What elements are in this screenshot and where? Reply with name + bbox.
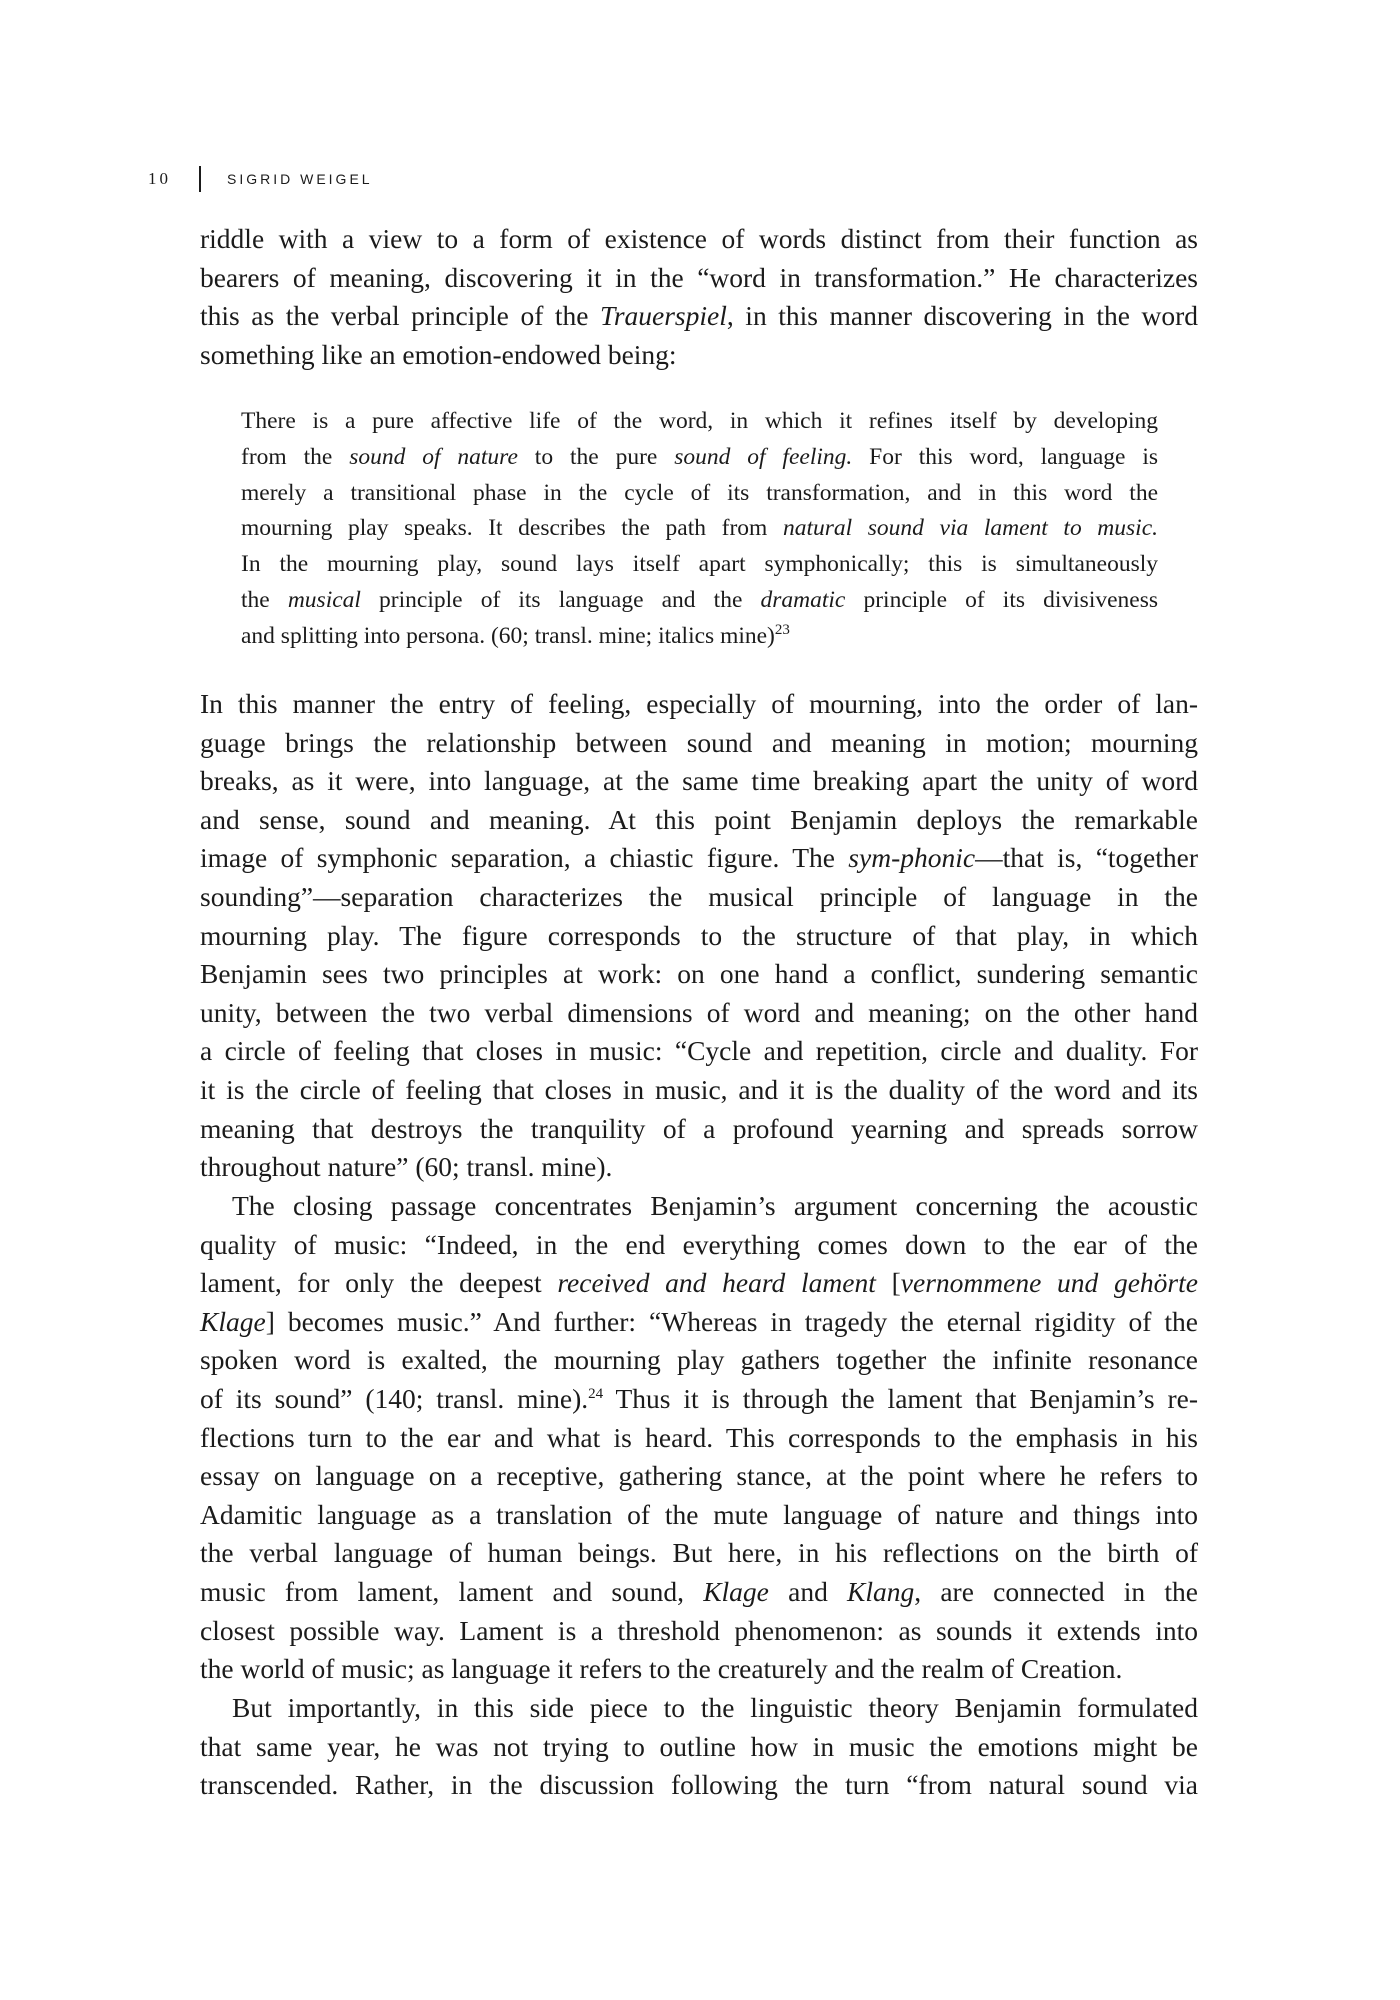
italic-text: sym-phonic [848, 842, 976, 874]
text-line: the musical principle of its language and the dramatic principle of its divisiveness [241, 586, 1158, 613]
text-line: In the mourning play, sound lays itself apart symphonically; this is simultaneously [241, 551, 1158, 578]
italic-text: sound of nature [349, 443, 518, 470]
text-line: and sense, sound and meaning. At this point Benjamin deploys the remarkable [200, 803, 1198, 835]
text-line: throughout nature” (60; transl. mine). [200, 1151, 613, 1183]
text-line: Adamitic language as a translation of the mute language of nature and things into [200, 1498, 1198, 1530]
text-line: lament, for only the deepest received and heard lament [vernommene und gehörte [200, 1267, 1198, 1299]
text-line: this as the verbal principle of the Trauerspiel, in this manner discovering in the word [200, 300, 1198, 332]
text-line: Benjamin sees two principles at work: on one hand a conflict, sundering semantic [200, 958, 1198, 990]
text-line: essay on language on a receptive, gathering stance, at the point where he refers to [200, 1460, 1198, 1492]
text-line: breaks, as it were, into language, at the same time breaking apart the unity of word [200, 765, 1198, 797]
text-line: the verbal language of human beings. But here, in his reflections on the birth of [200, 1537, 1198, 1569]
text-line: the world of music; as language it refers to the creaturely and the realm of Creation. [200, 1653, 1123, 1685]
text-line: The closing passage concentrates Benjamin’s argument concerning the acoustic [232, 1190, 1198, 1221]
italic-text: received and heard lament [557, 1267, 876, 1299]
text-line: transcended. Rather, in the discussion following the turn “from natural sound via [200, 1769, 1198, 1801]
italic-text: dramatic [760, 586, 846, 613]
page-number: 10 [148, 169, 171, 188]
footnote-reference[interactable]: 23 [774, 621, 790, 638]
italic-text: Klang [847, 1575, 915, 1607]
text-line: that same year, he was not trying to outline how in music the emotions might be [200, 1730, 1198, 1762]
italic-text: Klage [200, 1305, 266, 1337]
text-line: bearers of meaning, discovering it in the “word in transformation.” He characterizes [200, 261, 1198, 293]
block-quote [241, 404, 1158, 655]
text-line: a circle of feeling that closes in music: “Cycle and repetition, circle and duality. For [200, 1035, 1198, 1067]
footnote-reference[interactable]: 24 [588, 1385, 604, 1402]
italic-text: vernommene und gehörte [900, 1267, 1198, 1299]
italic-text: natural sound via lament to music. [782, 515, 1159, 542]
text-line: spoken word is exalted, the mourning play gathers together the infinite resonance [200, 1344, 1198, 1376]
paragraph-side-piece [200, 1689, 1198, 1805]
text-line: unity, between the two verbal dimensions of word and meaning; on the other hand [200, 996, 1198, 1028]
text-line: mourning play. The figure corresponds to the structure of that play, in which [200, 919, 1198, 951]
text-line: There is a pure affective life of the word, in which it refines itself by developing [241, 408, 1158, 434]
text-line: image of symphonic separation, a chiastic figure. The sym-phonic—that is, “together [200, 842, 1198, 874]
text-line: flections turn to the ear and what is heard. This corresponds to the emphasis in his [200, 1421, 1198, 1453]
header-divider [199, 166, 201, 192]
running-head [148, 166, 373, 192]
text-line: from the sound of nature to the pure sound of feeling. For this word, language is [241, 443, 1159, 470]
text-line: it is the circle of feeling that closes in music, and it is the duality of the word and its [200, 1073, 1198, 1105]
text-line: riddle with a view to a form of existence of words distinct from their function as [200, 223, 1198, 254]
text-line: and splitting into persona. (60; transl. mine; italics mine)$^{23}$ [241, 621, 790, 649]
text-line: of its sound” (140; transl. mine).$^{24}$ Thus it is through the lament that Benjamin’s re- [200, 1382, 1198, 1414]
italic-text: musical [287, 586, 361, 613]
text-line: In this manner the entry of feeling, especially of mourning, into the order of lan- [200, 688, 1198, 719]
text-line: mourning play speaks. It describes the path from natural sound via lament to music. [241, 515, 1159, 542]
paragraph-closing-passage [200, 1187, 1198, 1689]
text-line: guage brings the relationship between sound and meaning in motion; mourning [200, 726, 1198, 758]
text-line: quality of music: “Indeed, in the end everything comes down to the ear of the [200, 1228, 1198, 1260]
running-head-author: SIGRID WEIGEL [227, 171, 373, 187]
italic-text: Trauerspiel [600, 300, 727, 332]
text-line: Klage] becomes music.” And further: “Whereas in tragedy the eternal rigidity of the [200, 1305, 1198, 1337]
text-line: But importantly, in this side piece to the linguistic theory Benjamin formulated [232, 1692, 1198, 1723]
text-line: merely a transitional phase in the cycle of its transformation, and in this word the [241, 479, 1158, 506]
paragraph-intro [200, 220, 1198, 374]
italic-text: Klage [703, 1575, 769, 1607]
text-line: meaning that destroys the tranquility of a profound yearning and spreads sorrow [200, 1112, 1198, 1144]
text-line: sounding”—separation characterizes the musical principle of language in the [200, 880, 1198, 912]
text-line: something like an emotion-endowed being: [200, 338, 677, 370]
italic-text: sound of feeling. [674, 443, 853, 470]
paragraph-chiastic-figure [200, 685, 1198, 1187]
text-line: music from lament, lament and sound, Klage and Klang, are connected in the [200, 1575, 1198, 1607]
text-line: closest possible way. Lament is a threshold phenomenon: as sounds it extends into [200, 1614, 1198, 1646]
